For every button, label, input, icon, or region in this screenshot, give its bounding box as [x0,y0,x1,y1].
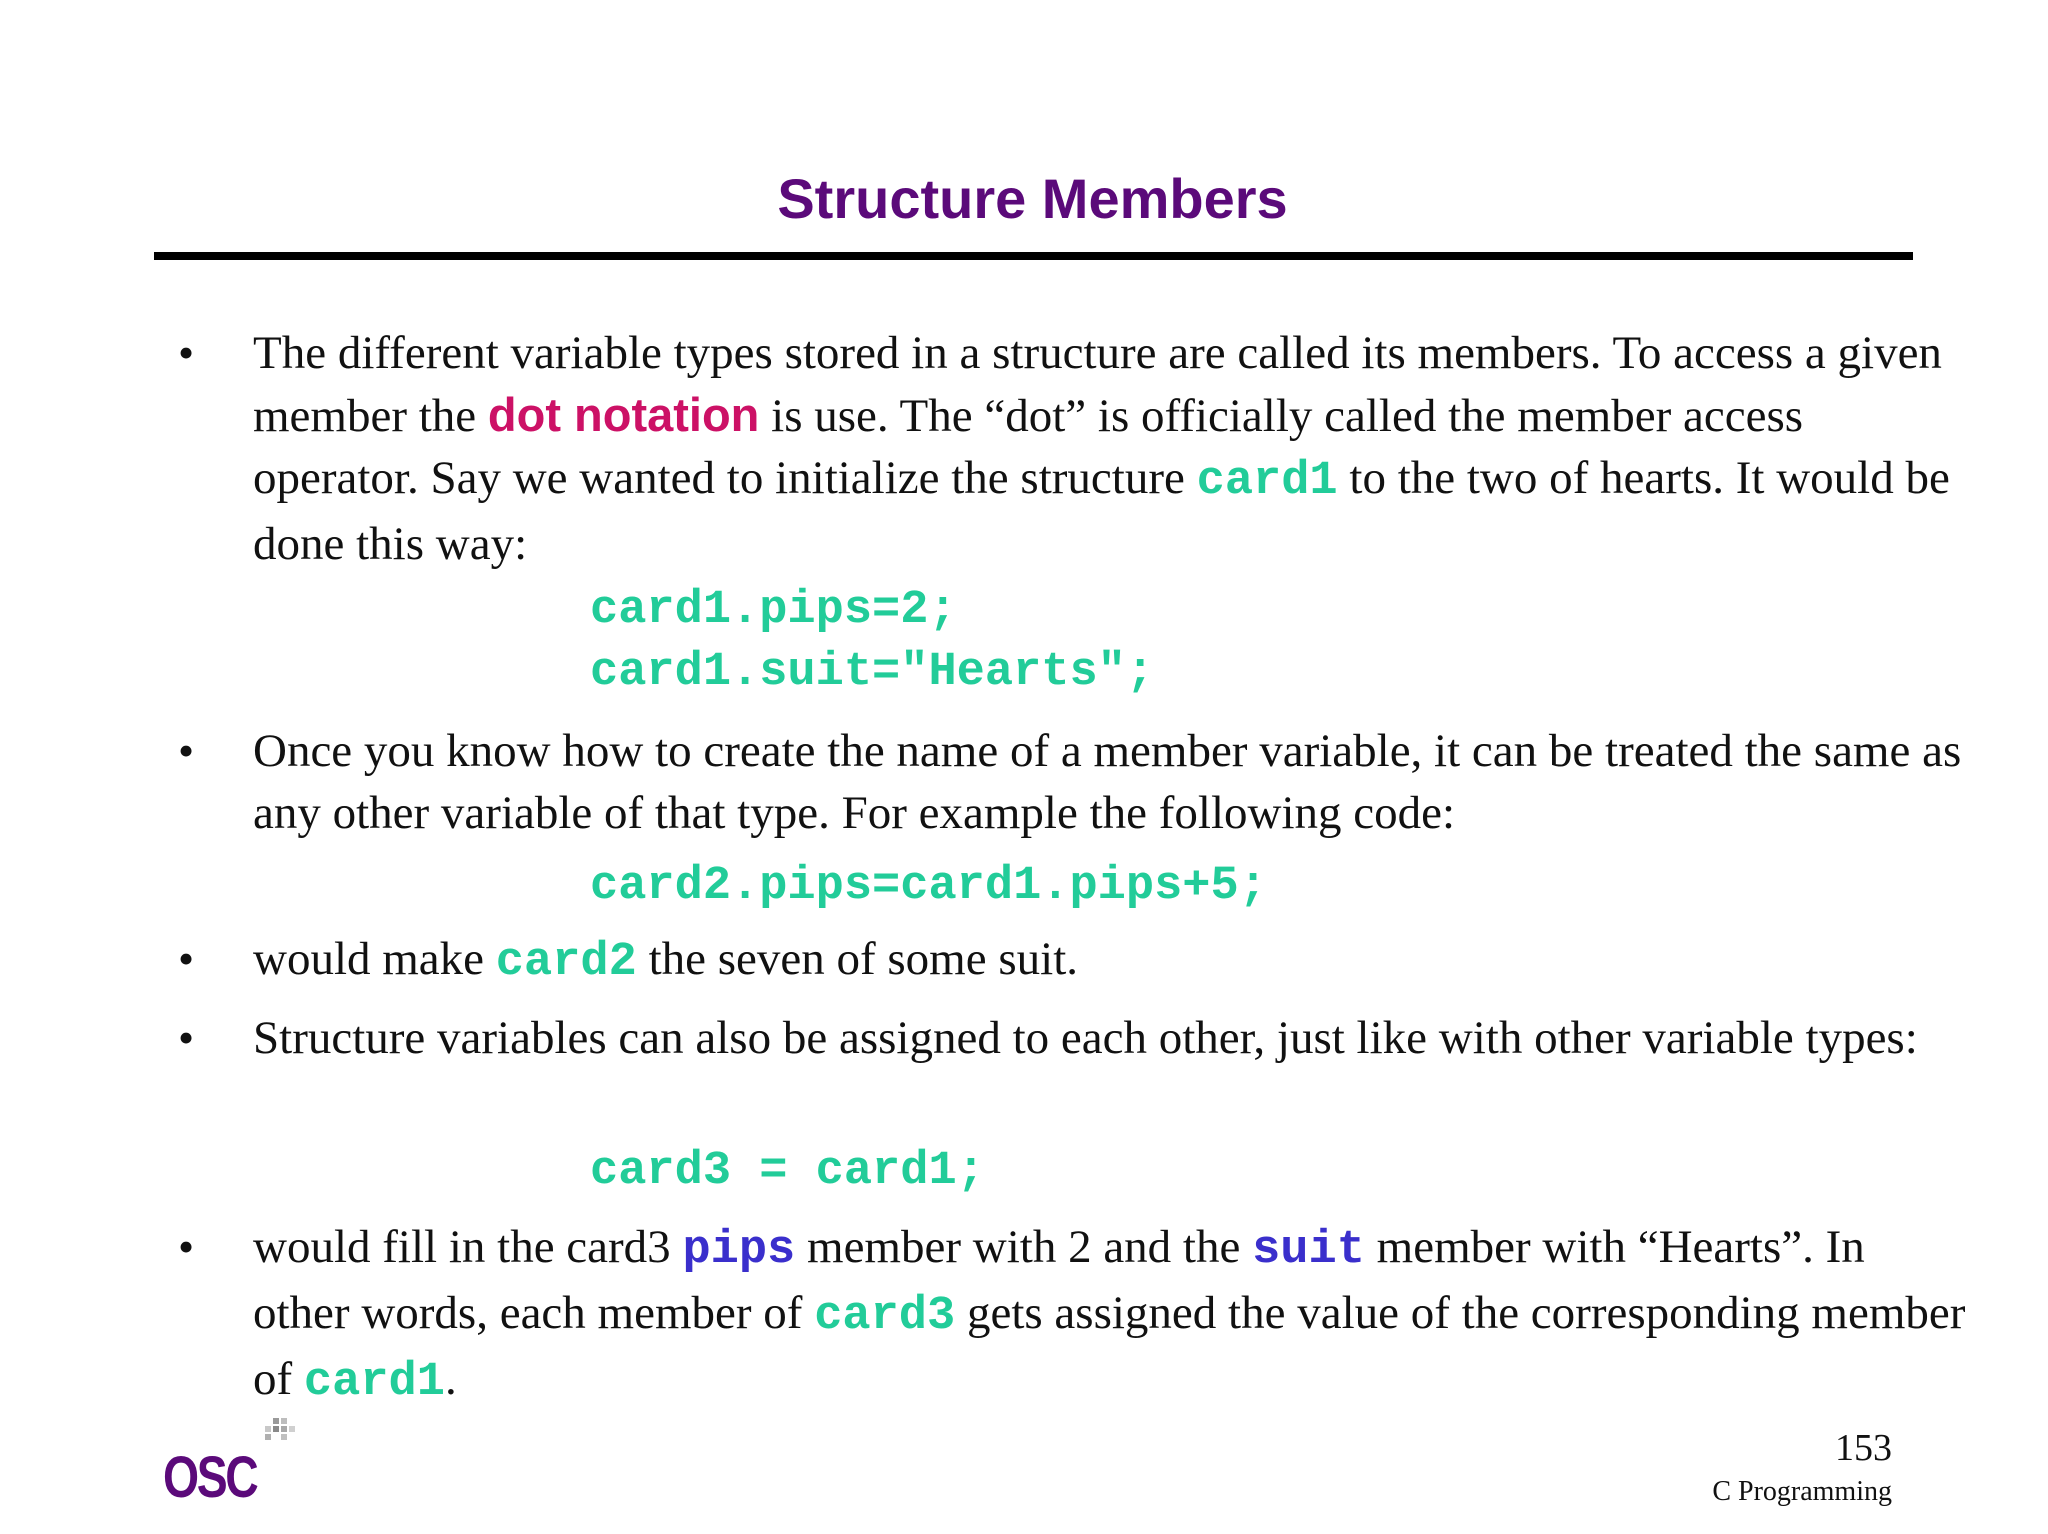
slide-title: Structure Members [777,167,1288,230]
osc-logo-text: OSC [163,1445,257,1510]
bullet-3-text: would make card2 the seven of some suit. [253,933,1079,989]
inline-code-card1: card1 [303,1356,445,1409]
inline-code-card1: card1 [1196,455,1338,508]
bullet-1-text: The different variable types stored in a structure are called its members. To access a given member the dot notation is use. The “dot” is officially called the member access operator. Say we wanted to initialize the structure card1 to the two of hearts. It would be done this way: [253,327,1950,570]
bullet-marker: • [178,327,195,378]
bullet-2-text: Once you know how to create the name of a member variable, it can be treated the same as any other variable of that type. For example the following code: [253,725,1962,839]
osc-logo [163,1418,303,1508]
inline-code-card3: card3 [814,1290,956,1343]
course-label: C Programming [1712,1476,1892,1507]
bullet-marker: • [178,1221,195,1272]
page-number: 153 [1835,1427,1892,1469]
inline-code-suit: suit [1252,1224,1365,1277]
inline-code-pips: pips [682,1224,796,1277]
bullet-marker: • [178,933,195,984]
bullet-5-text: would fill in the card3 pips member with 2 and the suit member with “Hearts”. In other words, each member of card3 gets assigned the value of the corresponding member of card1. [253,1221,1966,1409]
bullet-4-text: Structure variables can also be assigned to each other, just like with other variable types: [253,1012,1918,1064]
code-line-suit: card1.suit="Hearts"; [590,646,1155,699]
code-line-card3: card3 = card1; [590,1145,985,1198]
logo-grid-icon [259,1418,295,1448]
code-line-pips: card1.pips=2; [590,584,957,637]
bullet-marker: • [178,1012,195,1063]
title-divider [154,252,1913,260]
code-line-card2: card2.pips=card1.pips+5; [590,860,1267,913]
bullet-marker: • [178,725,195,776]
inline-code-card2: card2 [495,936,637,989]
dot-notation-term: dot notation [487,388,760,441]
